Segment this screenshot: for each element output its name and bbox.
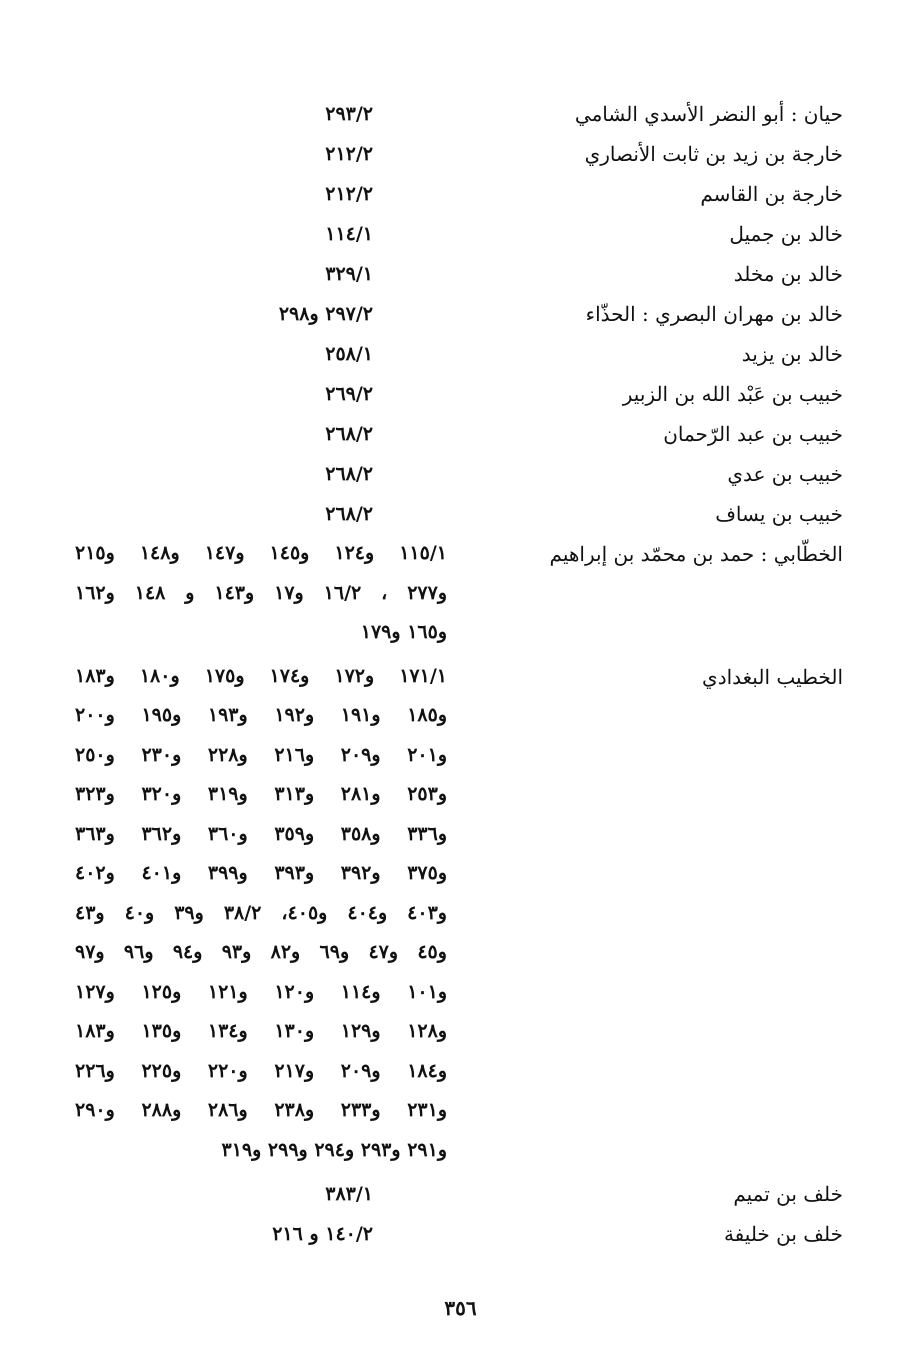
entry-name: خارجة بن القاسم — [700, 182, 843, 206]
entry-page-refs: ٢٦٨/٢ — [325, 503, 373, 525]
entry-page-refs: ٣٢٩/١ — [325, 263, 373, 285]
page-refs-line: و٢٩١ و٢٩٣ و٢٩٤ و٢٩٩ و٣١٩ — [221, 1138, 447, 1161]
index-entry — [75, 1174, 843, 1214]
entry-name: خبيب بن عَبْد الله بن الزبير — [622, 382, 843, 406]
page-refs-line: و٢٣١ و٢٣٣ و٢٣٨ و٢٨٦ و٢٨٨ و٢٩٠ — [75, 1099, 447, 1121]
index-entry — [75, 414, 843, 454]
page-refs-line: و٤٥ و٤٧ و٦٩ و٨٢ و٩٣ و٩٤ و٩٦ و٩٧ — [75, 941, 447, 963]
entry-page-refs: ١٤٠/٢ و ٢١٦ — [272, 1223, 373, 1245]
entry-name: خبيب بن عدي — [727, 462, 843, 486]
page-refs-line: و١٨٥ و١٩١ و١٩٢ و١٩٣ و١٩٥ و٢٠٠ — [75, 704, 447, 726]
page-refs-line: و١٨٤ و٢٠٩ و٢١٧ و٢٢٠ و٢٢٥ و٢٢٦ — [75, 1059, 447, 1082]
entry-page-refs — [75, 657, 447, 1171]
entry-name: الخطيب البغدادي — [702, 664, 843, 689]
index-entry — [75, 374, 843, 414]
index-entry — [75, 94, 843, 134]
page-refs-line: و٣٧٥ و٣٩٢ و٣٩٣ و٣٩٩ و٤٠١ و٤٠٢ — [75, 862, 447, 884]
page-refs-line: و١٦٥ و١٧٩ — [360, 621, 447, 643]
entry-page-refs: ٢٦٨/٢ — [325, 463, 373, 485]
page-number: ٣٥٦ — [444, 1296, 477, 1320]
entry-name: خبيب بن يساف — [715, 502, 843, 526]
entry-page-refs: ٢١٢/٢ — [325, 183, 373, 205]
page-refs-line: و١٠١ و١١٤ و١٢٠ و١٢١ و١٢٥ و١٢٧ — [75, 980, 447, 1003]
entry-page-refs: ١١٤/١ — [325, 223, 373, 245]
index-entry — [75, 1214, 843, 1254]
entry-name: حيان : أبو النضر الأسدي الشامي — [574, 102, 843, 126]
index-entry — [75, 214, 843, 254]
page-refs-line: و٢٧٧ ، ١٦/٢ و١٧ و١٤٣ و ١٤٨ و١٦٢ — [75, 581, 448, 604]
index-entry — [75, 534, 843, 653]
entry-name: خالد بن مخلد — [733, 262, 843, 286]
entry-name: خلف بن خليفة — [723, 1222, 843, 1246]
index-entry — [75, 657, 843, 1171]
entry-page-refs: ٣٨٣/١ — [325, 1183, 373, 1205]
entry-page-refs: ٢٦٩/٢ — [325, 383, 373, 405]
page-refs-line: و٢٠١ و٢٠٩ و٢١٦ و٢٢٨ و٢٣٠ و٢٥٠ — [75, 743, 447, 766]
index-entry — [75, 134, 843, 174]
index-entry — [75, 494, 843, 534]
page-refs-line: و٣٣٦ و٣٥٨ و٣٥٩ و٣٦٠ و٣٦٢ و٣٦٣ — [75, 822, 447, 845]
page-refs-line: ١٧١/١ و١٧٢ و١٧٤ و١٧٥ و١٨٠ و١٨٣ — [75, 664, 447, 687]
entry-name: خبيب بن عبد الرّحمان — [663, 422, 843, 446]
index-entry — [75, 254, 843, 294]
index-entry — [75, 174, 843, 214]
name-index-list — [75, 94, 843, 1254]
entry-page-refs: ٢١٢/٢ — [325, 143, 373, 165]
entry-name: الخطّابي : حمد بن محمّد بن إبراهيم — [549, 542, 843, 566]
entry-name: خارجة بن زيد بن ثابت الأنصاري — [584, 142, 843, 166]
page-refs-line: و٤٠٣ و٤٠٤ و٤٠٥، ٣٨/٢ و٣٩ و٤٠ و٤٣ — [75, 901, 447, 924]
entry-page-refs: ٢٩٧/٢ و٢٩٨ — [278, 303, 373, 325]
entry-name: خلف بن تميم — [733, 1182, 843, 1206]
entry-name: خالد بن يزيد — [741, 342, 843, 366]
entry-page-refs — [75, 534, 447, 653]
entry-page-refs: ٢٩٣/٢ — [325, 103, 373, 125]
index-entry — [75, 334, 843, 374]
entry-name: خالد بن جميل — [729, 222, 843, 246]
page-refs-line: و٢٥٣ و٢٨١ و٣١٣ و٣١٩ و٣٢٠ و٣٢٣ — [75, 783, 447, 805]
entry-page-refs: ٢٦٨/٢ — [325, 423, 373, 445]
entry-page-refs: ٢٥٨/١ — [325, 343, 373, 365]
entry-name: خالد بن مهران البصري : الحذّاء — [585, 302, 843, 326]
page-refs-line: ١١٥/١ و١٢٤ و١٤٥ و١٤٧ و١٤٨ و٢١٥ — [75, 542, 447, 564]
page-refs-line: و١٢٨ و١٢٩ و١٣٠ و١٣٤ و١٣٥ و١٨٣ — [75, 1020, 447, 1042]
index-entry — [75, 294, 843, 334]
index-entry — [75, 454, 843, 494]
